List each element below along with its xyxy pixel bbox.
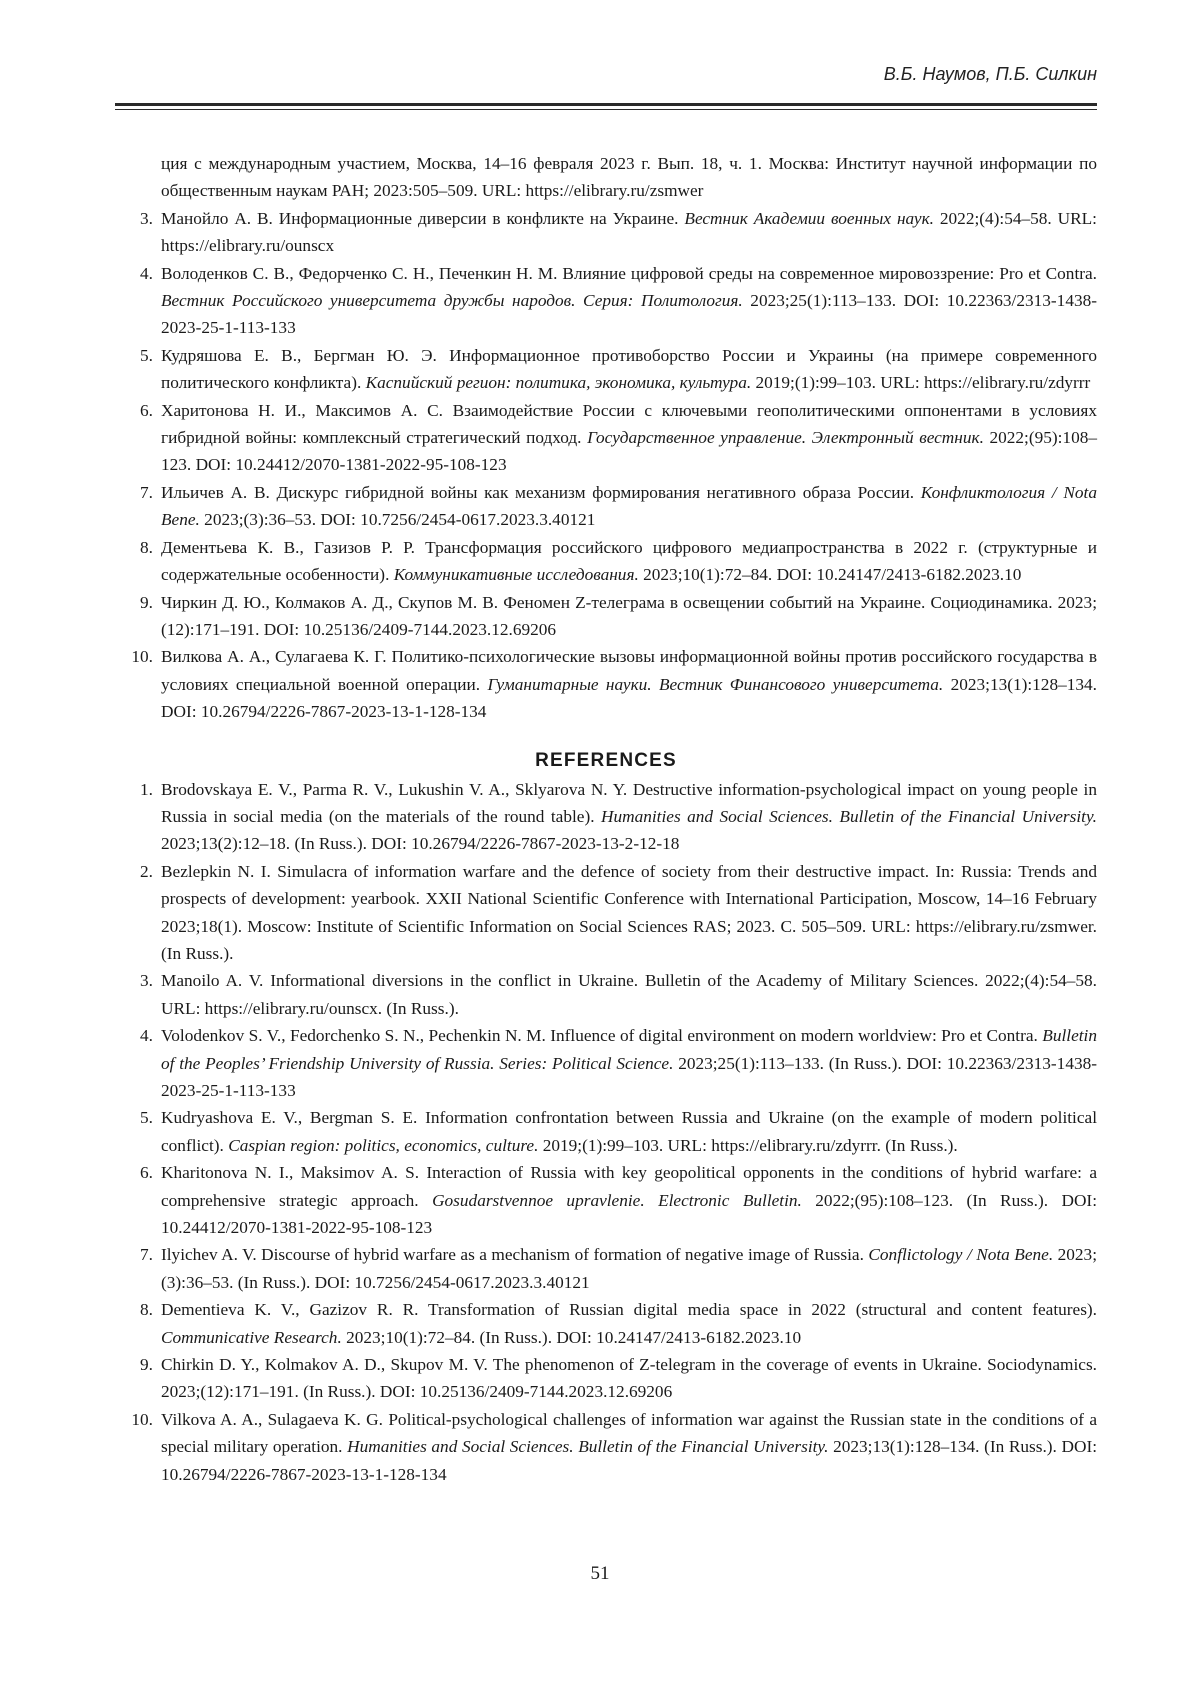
reference-source: Bulletin of the Peoples’ Friendship University of Russia. Series: Political Science. bbox=[161, 1026, 1097, 1073]
page-number: 51 bbox=[590, 1563, 610, 1584]
reference-number: 5. bbox=[140, 1108, 153, 1128]
reference-number: 4. bbox=[140, 263, 153, 283]
reference-number: 4. bbox=[140, 1026, 153, 1046]
reference-details: 2023;(3):36–53. (In Russ.). DOI: 10.7256/2454-0617.2023.3.40121 bbox=[161, 1245, 1097, 1292]
reference-number: 6. bbox=[140, 1163, 153, 1183]
reference-text: Bezlepkin N. I. Simulacra of information warfare and the defence of society from their destructive impact. In: Russia: Trends and prospects of development: yearbook. XXII National Scientific Conference with International Participation, Moscow, 14–16 February 2023;18(1). Moscow: Institute of Scientific Information on Social Sciences RAS; 2023. С. 505–509. URL: https://elibrary.ru/zsmwer. (In Russ.). bbox=[161, 861, 1097, 963]
header-rule-thin bbox=[115, 109, 1097, 110]
reference-source: Communicative Research. bbox=[161, 1327, 342, 1347]
running-header-authors: В.Б. Наумов, П.Б. Силкин bbox=[883, 64, 1097, 84]
reference-text: Харитонова Н. И., Максимов А. С. Взаимодействие России с ключевыми геополитическими оппонентами в условиях гибридной войны: комплексный стратегический подход. bbox=[161, 400, 1097, 448]
reference-text: Kharitonova N. I., Maksimov A. S. Interaction of Russia with key geopolitical opponents in the conditions of hybrid warfare: a comprehensive strategic approach. bbox=[161, 1163, 1097, 1210]
reference-text: Manoilo A. V. Informational diversions in the conflict in Ukraine. Bulletin of the Academy of Military Sciences. 2022;(4):54–58. URL: https://elibrary.ru/ounscx. (In Russ.). bbox=[161, 971, 1097, 1018]
reference-source: Гуманитарные науки. Вестник Финансового университета. bbox=[487, 674, 944, 694]
page-content bbox=[115, 150, 1097, 1488]
reference-number: 8. bbox=[140, 1300, 153, 1320]
reference-text: Ilyichev A. V. Discourse of hybrid warfare as a mechanism of formation of negative image of Russia. bbox=[161, 1245, 869, 1265]
reference-item bbox=[115, 534, 1097, 589]
reference-number: 10. bbox=[131, 647, 153, 667]
reference-item bbox=[115, 1351, 1097, 1406]
reference-text: Чиркин Д. Ю., Колмаков А. Д., Скупов М. В. Феномен Z-телеграма в освещении событий на Украине. Социодинамика. 2023;(12):171–191. DOI: 10.25136/2409-7144.2023.12.69206 bbox=[161, 592, 1097, 639]
reference-text: Kudryashova E. V., Bergman S. E. Information confrontation between Russia and Ukraine (on the example of modern political conflict). bbox=[161, 1108, 1097, 1155]
reference-details: 2023;13(2):12–18. (In Russ.). DOI: 10.26794/2226-7867-2023-13-2-12-18 bbox=[161, 834, 680, 854]
reference-details: 2019;(1):99–103. URL: https://elibrary.ru/zdyrrr bbox=[751, 373, 1091, 393]
reference-source: Humanities and Social Sciences. Bulletin of the Financial University. bbox=[347, 1437, 829, 1457]
reference-details: 2023;13(1):128–134. DOI: 10.26794/2226-7867-2023-13-1-128-134 bbox=[161, 674, 1097, 722]
reference-number: 2. bbox=[140, 861, 153, 881]
reference-source: Caspian region: politics, economics, culture. bbox=[228, 1135, 539, 1155]
reference-item bbox=[115, 858, 1097, 968]
reference-source: Вестник Академии военных наук. bbox=[684, 208, 935, 228]
reference-item bbox=[115, 1159, 1097, 1241]
reference-text: Dementieva K. V., Gazizov R. R. Transformation of Russian digital media space in 2022 (structural and content features). bbox=[161, 1300, 1097, 1320]
reference-text: Вилкова А. А., Сулагаева К. Г. Политико-психологические вызовы информационной войны против российского государства в условиях специальной военной операции. bbox=[161, 647, 1097, 694]
reference-source: Каспийский регион: политика, экономика, культура. bbox=[365, 373, 752, 393]
reference-text: Volodenkov S. V., Fedorchenko S. N., Pechenkin N. M. Influence of digital environment on modern worldview: Pro et Contra. bbox=[161, 1026, 1043, 1046]
reference-number: 6. bbox=[140, 400, 153, 420]
reference-number: 10. bbox=[131, 1409, 153, 1429]
reference-details: 2023;13(1):128–134. (In Russ.). DOI: 10.26794/2226-7867-2023-13-1-128-134 bbox=[161, 1437, 1098, 1484]
reference-text: Володенков С. В., Федорченко С. Н., Печенкин Н. М. Влияние цифровой среды на современное мировоззрение: Pro et Contra. bbox=[161, 263, 1097, 283]
reference-item bbox=[115, 1104, 1097, 1159]
reference-text: Кудряшова Е. В., Бергман Ю. Э. Информационное противоборство России и Украины (на примере современного политического конфликта). bbox=[161, 345, 1097, 393]
reference-item bbox=[115, 260, 1097, 342]
reference-number: 7. bbox=[140, 482, 153, 502]
continued-reference-text: ция с международным участием, Москва, 14–16 февраля 2023 г. Вып. 18, ч. 1. Москва: Институт научной информации по общественным наукам РАН; 2023:505–509. URL: https://elibrary.ru/zsmwer bbox=[161, 154, 1097, 201]
reference-item bbox=[115, 397, 1097, 479]
reference-item bbox=[115, 967, 1097, 1022]
reference-number: 9. bbox=[140, 1355, 153, 1375]
reference-details: 2023;(3):36–53. DOI: 10.7256/2454-0617.2023.3.40121 bbox=[199, 510, 596, 530]
reference-number: 8. bbox=[140, 537, 153, 557]
reference-text: Brodovskaya E. V., Parma R. V., Lukushin V. A., Sklyarova N. Y. Destructive information-psychological impact on young people in Russia in social media (on the materials of the round table). bbox=[161, 779, 1097, 826]
reference-number: 3. bbox=[140, 971, 153, 991]
reference-text: Дементьева К. В., Газизов Р. Р. Трансформация российского цифрового медиапространства в 2022 г. (структурные и содержательные особенности). bbox=[161, 537, 1097, 585]
reference-details: 2019;(1):99–103. URL: https://elibrary.ru/zdyrrr. (In Russ.). bbox=[538, 1135, 958, 1155]
reference-details: 2023;10(1):72–84. DOI: 10.24147/2413-6182.2023.10 bbox=[638, 565, 1022, 585]
reference-source: Вестник Российского университета дружбы народов. Серия: Политология. bbox=[161, 291, 743, 311]
reference-details: 2022;(4):54–58. URL: https://elibrary.ru/ounscx bbox=[161, 208, 1097, 256]
reference-source: Conflictology / Nota Bene. bbox=[868, 1245, 1054, 1265]
reference-item bbox=[115, 205, 1097, 260]
reference-item bbox=[115, 479, 1097, 534]
reference-item bbox=[115, 776, 1097, 858]
reference-source: Коммуникативные исследования. bbox=[393, 565, 639, 585]
reference-number: 5. bbox=[140, 345, 153, 365]
reference-details: 2023;25(1):113–133. (In Russ.). DOI: 10.22363/2313-1438-2023-25-1-113-133 bbox=[161, 1053, 1097, 1100]
reference-number: 9. bbox=[140, 592, 153, 612]
reference-item bbox=[115, 589, 1097, 644]
header-rule bbox=[115, 103, 1097, 106]
russian-reference-list bbox=[115, 205, 1097, 726]
reference-number: 7. bbox=[140, 1245, 153, 1265]
reference-item bbox=[115, 1296, 1097, 1351]
reference-details: 2022;(95):108–123. DOI: 10.24412/2070-1381-2022-95-108-123 bbox=[161, 428, 1097, 475]
reference-text: Chirkin D. Y., Kolmakov A. D., Skupov M. V. The phenomenon of Z-telegram in the coverage of events in Ukraine. Sociodynamics. 2023;(12):171–191. (In Russ.). DOI: 10.25136/2409-7144.2023.12.69206 bbox=[161, 1355, 1097, 1402]
reference-source: Государственное управление. Электронный вестник. bbox=[587, 428, 984, 448]
english-reference-list bbox=[115, 776, 1097, 1489]
reference-item bbox=[115, 1241, 1097, 1296]
reference-text: Манойло А. В. Информационные диверсии в конфликте на Украине. bbox=[161, 208, 685, 228]
reference-source: Gosudarstvennoe upravlenie. Electronic Bulletin. bbox=[432, 1190, 802, 1210]
reference-number: 3. bbox=[140, 208, 153, 228]
reference-source: Humanities and Social Sciences. Bulletin of the Financial University. bbox=[600, 806, 1097, 826]
reference-text: Ильичев А. В. Дискурс гибридной войны как механизм формирования негативного образа России. bbox=[161, 482, 921, 502]
reference-details: 2023;25(1):113–133. DOI: 10.22363/2313-1438-2023-25-1-113-133 bbox=[161, 291, 1097, 338]
reference-item bbox=[115, 342, 1097, 397]
reference-item bbox=[115, 1406, 1097, 1488]
reference-number: 1. bbox=[140, 779, 153, 799]
reference-text: Vilkova A. A., Sulagaeva K. G. Political-psychological challenges of information war against the Russian state in the conditions of a special military operation. bbox=[161, 1409, 1097, 1457]
reference-item bbox=[115, 1022, 1097, 1104]
references-heading: REFERENCES bbox=[535, 749, 677, 771]
reference-details: 2022;(95):108–123. (In Russ.). DOI: 10.24412/2070-1381-2022-95-108-123 bbox=[161, 1190, 1097, 1238]
reference-source: Конфликтология / Nota Bene. bbox=[161, 482, 1097, 530]
reference-details: 2023;10(1):72–84. (In Russ.). DOI: 10.24147/2413-6182.2023.10 bbox=[341, 1327, 802, 1347]
reference-item bbox=[115, 643, 1097, 725]
